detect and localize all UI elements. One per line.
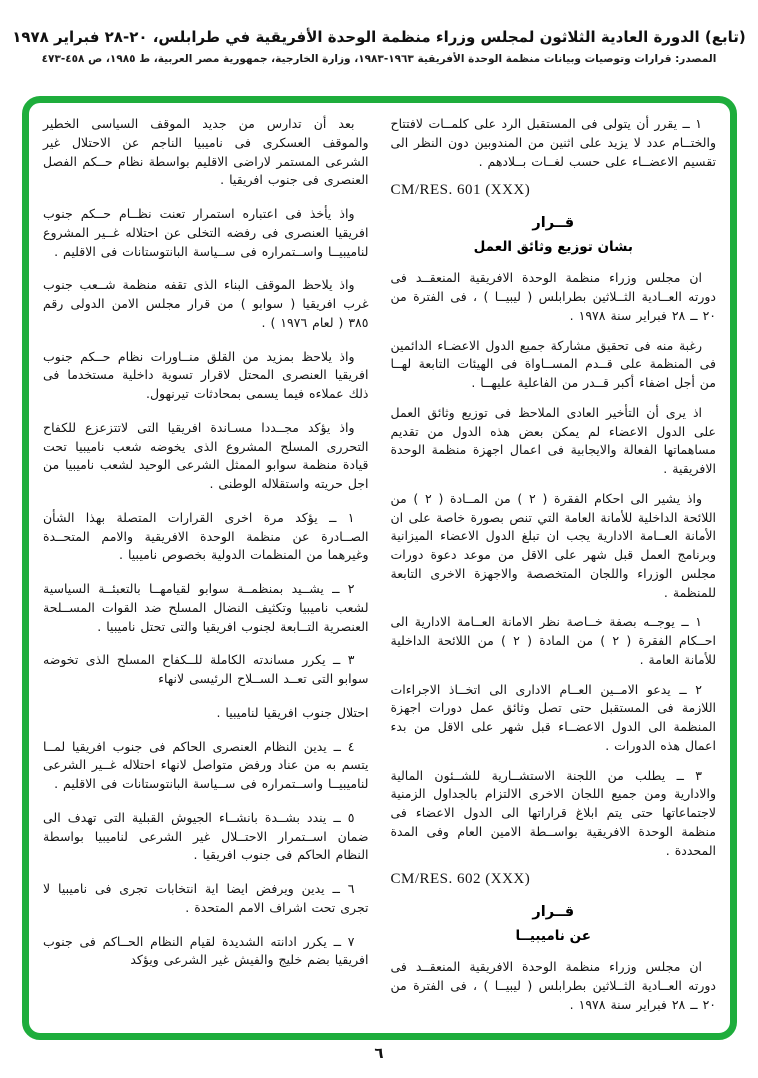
paragraph-continuation: احتلال جنوب افريقيا لناميبيا . <box>216 704 369 720</box>
resolution-ref-602: CM/RES. 602 (XXX) <box>390 871 531 888</box>
paragraph: ان مجلس وزراء منظمة الوحدة الافريقية المنعقــد فى دورته العــادية الثــلاثين بطرابلس ( ليبيــا ) ، فى الفترة من ٢٠ ــ ٢٨ فبراير سنة ١٩٧٨ . <box>390 270 716 323</box>
column-left <box>43 115 369 1025</box>
paragraph-numbered-item: ٤ ــ يدين النظام العنصرى الحاكم فى جنوب افريقيا لمــا يتسم به من عناد ورفض متواصل لانهاء احتلاله غــير الشرعى لناميبيــا واســتمراره فى ســياسة البانتوستانات فى الاقليم . <box>43 738 369 791</box>
paragraph: اذ يرى أن التأخير العادى الملاحظ فى توزيع وثائق العمل على الدول الاعضاء لم يمكن بعض هذه الدول من تقديم مساهماتها الفعالة والايجابية فى اعمال اجهزة منظمة الوحدة الافريقية . <box>390 404 716 476</box>
resolution-602-title: قــرار <box>532 904 575 921</box>
paragraph-numbered-item: ٢ ــ يشــيد بمنظمــة سوابو لقيامهــا بالتعبئــة السياسية لشعب ناميبيا وتكثيف النضال المسلح ضد القوات المســلحة العنصرية التــابعة لجنوب افريقيا والتى تحتل ناميبيا . <box>43 581 369 634</box>
paragraph: واذ يلاحظ الموقف البناء الذى تقفه منظمة شــعب جنوب غرب افريقيا ( سوابو ) من قرار مجلس الامن الدولى رقم ٣٨٥ ( لعام ١٩٧٦ ) . <box>43 277 369 330</box>
content-frame <box>22 96 737 1040</box>
source-line: المصدر: قرارات وتوصيات وبيانات منظمة الوحدة الأفريقية ١٩٦٣-١٩٨٣، وزارة الخارجية، جمهورية مصر العربية، ط ١٩٨٥، ص ٤٥٨-٤٧٣ <box>41 53 717 65</box>
paragraph-numbered-item: ١ ــ يؤكد مرة اخرى القرارات المتصلة بهذا الشأن الصــادرة عن منظمة الوحدة الافريقية والامم المتحــدة وغيرهما من المنظمات الدولية بخصوص ناميبيا . <box>43 509 369 563</box>
paragraph: ان مجلس وزراء منظمة الوحدة الافريقية المنعقــد فى دورته العــادية الثــلاثين بطرابلس ( ليبيــا ) ، فى الفترة من ٢٠ ــ ٢٨ فبراير سنة ١٩٧٨ . <box>390 959 716 1012</box>
paragraph-numbered-item: ٧ ــ يكرر ادانته الشديدة لقيام النظام الحــاكم فى جنوب افريقيا بضم خليج والفيش غير الشرعى ويؤكد <box>43 933 369 968</box>
page-number: ٦ <box>374 1044 384 1062</box>
paragraph: واذ يأخذ فى اعتباره استمرار تعنت نظــام حــكم جنوب افريقيا العنصرى فى رفضه التخلى عن احتلاله غــير المشروع لناميبيــا واســتمراره فى ســياسة البانتوستانات فى الاقليم . <box>43 206 369 259</box>
paragraph: واذ يؤكد مجــددا مسـاندة افريقيا التى لاتتزعزع للكفاح التحررى المسلح المشروع الذى يخوضه شعب ناميبيا تحت قيادة منظمة سوابو الممثل الشرعى الوحيد لشعب ناميبيا من اجل حريته واستقلاله الوطنى . <box>43 419 369 491</box>
resolution-602-subject: عن ناميبيــا <box>515 928 591 945</box>
paragraph: رغبة منه فى تحقيق مشاركة جميع الدول الاعضـاء الدائمين فى المنظمة على قــدم المســاواة فى الهيئات التابعة لهــا من أجل اضفاء أكبر قــدر من الفاعلية عليهــا . <box>390 337 716 390</box>
paragraph-numbered-item: ٦ ــ يدين ويرفض ايضا اية انتخابات تجرى فى ناميبيا لا تجرى تحت اشراف الامم المتحدة . <box>43 881 369 915</box>
paragraph-numbered-item: ٥ ــ يندد بشــدة بانشــاء الجيوش القبلية التى تهدف الى ضمان اســتمرار الاحتــلال غير الشرعى لناميبيا بواسطة النظام الحاكم فى جنوب افريقيا . <box>43 809 369 863</box>
paragraph-numbered-item: ١ ــ يقرر أن يتولى فى المستقبل الرد على كلمــات لافتتاح والختــام عدد لا يزيد على اثنين من المندوبين دون النظر الى تقسيم الاعضــاء على حسب لغــات بــلادهم . <box>390 116 716 169</box>
paragraph: بعد أن تدارس من جديد الموقف السياسى الخطير والموقف العسكرى فى ناميبيا الناجم عن الاحتلال غير الشرعى المستمر لاراضى الاقليم بواسطة نظام حــكم الفصل العنصرى فى جنوب افريقيا . <box>43 116 369 188</box>
paragraph: واذ يلاحظ بمزيد من القلق منــاورات نظام حــكم جنوب افريقيا العنصرى المحتل لاقرار تسوية داخلية مستخدما فى ذلك عملاءه فيما يسمى بمحادثات تيرنهول. <box>43 348 369 401</box>
column-right <box>391 115 717 1025</box>
document-title: (تابع) الدورة العادية الثلاثون لمجلس وزراء منظمة الوحدة الأفريقية في طرابلس، ٢٠-٢٨ فبراير ١٩٧٨ <box>12 28 746 46</box>
resolution-ref-601: CM/RES. 601 (XXX) <box>390 182 531 199</box>
paragraph-numbered-item: ٢ ــ يدعو الامــين العــام الادارى الى اتخــاذ الاجراءات اللازمة فى المستقبل حتى تصل وثائق عمل دورات اجهزة المنظمة الى الدول الاعضــاء قبل شهر على الاقل من بدء اعمال هذه الدورات . <box>390 681 716 753</box>
paragraph-numbered-item: ٣ ــ يطلب من اللجنة الاستشــارية للشــئون المالية والادارية ومن جميع اللجان الاخرى الالتزام بالجداول الزمنية لاجتماعاتها حتى يتم ابلاغ قراراتها الى الدول الاعضاء فى منظمة الوحدة الافريقية بواســطة الامين العام وفى المدة المحددة . <box>390 767 716 858</box>
paragraph: واذ يشير الى احكام الفقرة ( ٢ ) من المــادة ( ٢ ) من اللائحة الداخلية للأمانة العامة التي تنص بصورة خاصة على ان الأمانة العــامة الادارية يجب ان تبلغ الدول الاعضاء الميزانية وبرنامج العمل قبل شهر على الاقل من موعد دعوة دورات مجلس الوزراء واللجان المتخصصة والاجهزة الاخرى التابعة للمنظمة . <box>390 490 716 600</box>
paragraph-numbered-item: ١ ــ يوجــه بصفة خــاصة نظر الامانة العــامة الادارية الى احــكام الفقرة ( ٢ ) من المادة ( ٢ ) من اللائحة الداخلية للأمانة العامة . <box>390 614 716 667</box>
paragraph-numbered-item: ٣ ــ يكرر مساندته الكاملة للــكفاح المسلح الذى تخوضه سوابو التى تعــد الســلاح الرئيسى لانهاء <box>43 652 369 686</box>
two-column-layout <box>29 103 730 1033</box>
resolution-601-title: قــرار <box>532 215 575 232</box>
resolution-601-subject: بشان توزيع وثائق العمل <box>473 239 633 256</box>
document-header <box>0 28 758 65</box>
